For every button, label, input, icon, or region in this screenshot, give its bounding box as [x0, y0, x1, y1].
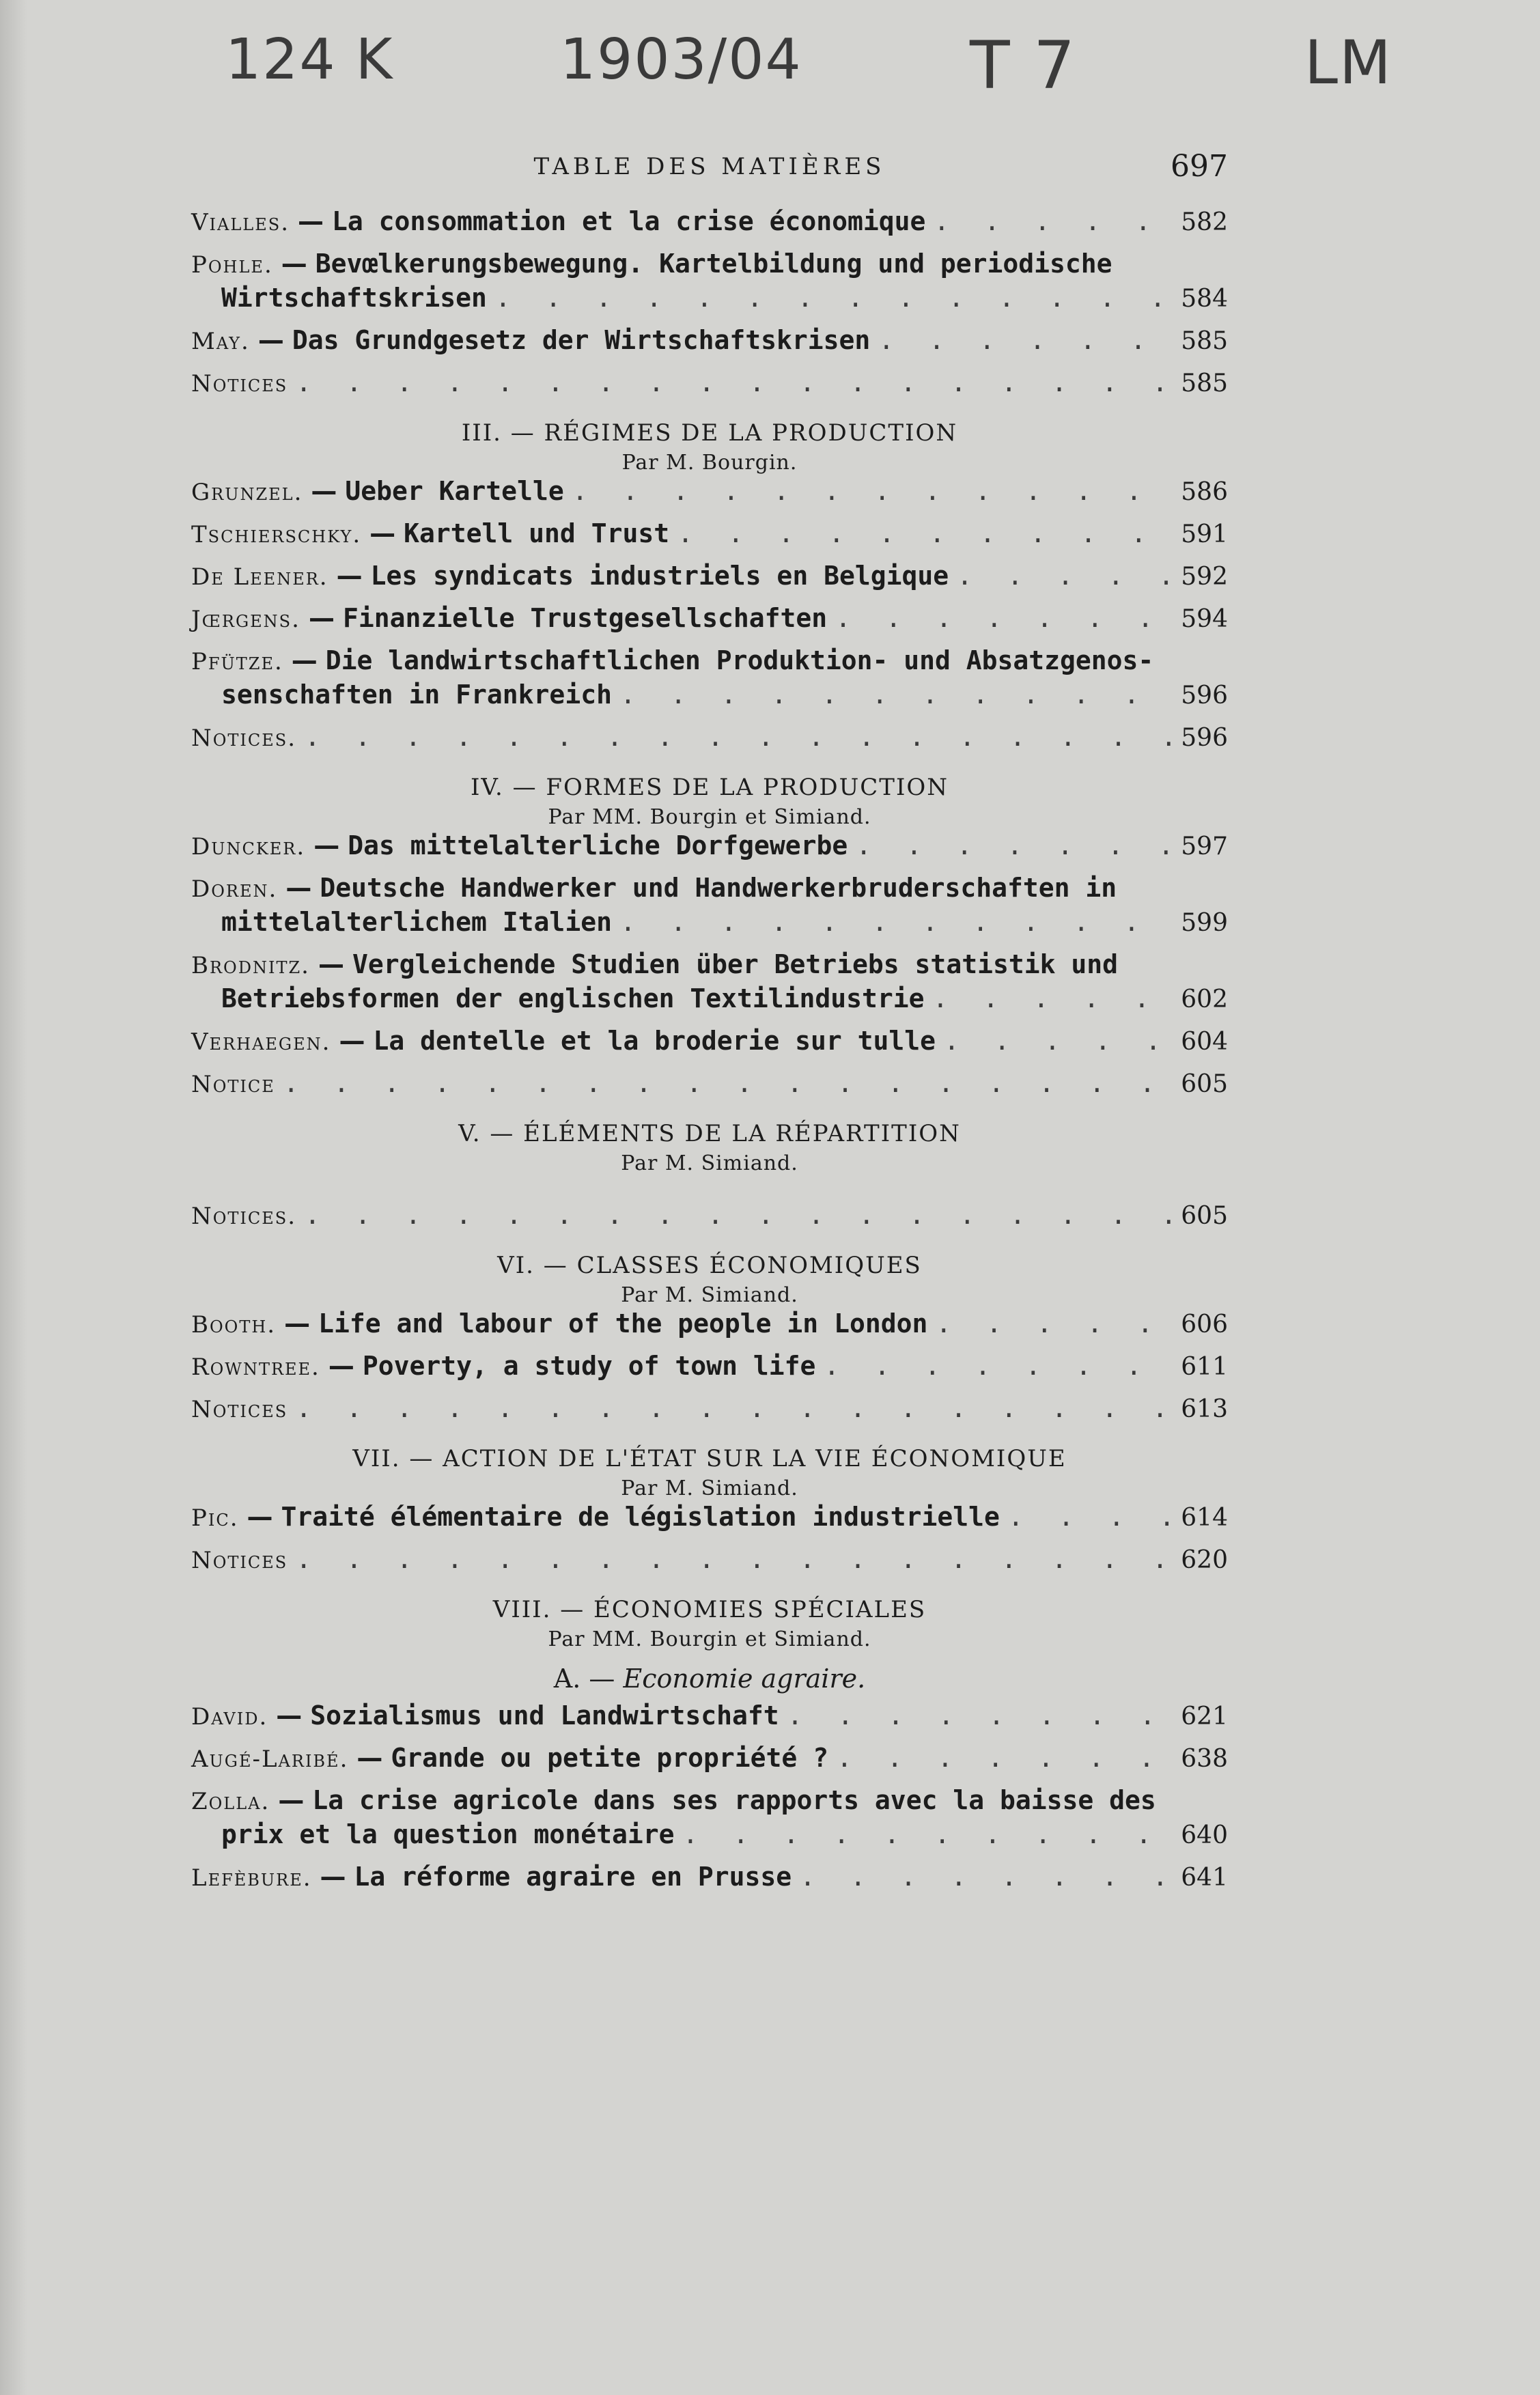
entry-title: La réforme agraire en Prusse	[354, 1862, 792, 1892]
toc-entry-line	[191, 475, 1228, 509]
toc-entry-line	[191, 982, 1228, 1016]
entry-title-continued: Wirtschaftskrisen	[221, 283, 487, 313]
toc-entry	[191, 1860, 1228, 1894]
toc-entry-line	[191, 205, 1228, 239]
entry-page-number: 586	[1181, 478, 1228, 506]
dot-leader	[1008, 1500, 1171, 1533]
entry-page-number: 585	[1181, 327, 1228, 355]
toc-entry-line	[191, 366, 1228, 400]
toc-entry	[191, 1307, 1228, 1341]
table-of-contents	[191, 205, 1228, 1903]
dot-leader	[296, 1543, 1171, 1575]
dot-leader	[856, 829, 1171, 862]
subsection-prefix: A. —	[553, 1664, 615, 1694]
toc-entry-line	[191, 1784, 1228, 1818]
entry-author: De Leener.	[191, 563, 328, 591]
entry-page-number: 602	[1181, 985, 1228, 1013]
toc-entry-line	[191, 644, 1228, 678]
entry-dash: —	[285, 873, 312, 903]
entry-dash: —	[257, 325, 284, 355]
toc-entry	[191, 1500, 1228, 1535]
section-author: Par MM. Bourgin et Simiand.	[548, 805, 871, 829]
section-author: Par M. Simiand.	[621, 1151, 798, 1175]
toc-entry	[191, 559, 1228, 593]
toc-entry	[191, 948, 1228, 1016]
entry-dash: —	[278, 1785, 305, 1815]
entry-author: Notice	[191, 1071, 275, 1098]
toc-entry	[191, 517, 1228, 551]
section-author: Par M. Simiand.	[621, 1476, 798, 1500]
toc-group	[191, 1199, 1228, 1233]
entry-title: Das Grundgesetz der Wirtschaftskrisen	[292, 325, 871, 355]
handwritten-mark: LM	[1304, 27, 1392, 98]
entry-author: Pfütze.	[191, 648, 283, 675]
toc-entry	[191, 1741, 1228, 1776]
entry-author: Doren.	[191, 876, 278, 903]
entry-page-number: 606	[1181, 1311, 1228, 1339]
entry-page-number: 599	[1181, 909, 1228, 937]
entry-page-number: 638	[1181, 1745, 1228, 1773]
dot-leader	[933, 982, 1171, 1015]
entry-title: Traité élémentaire de législation industrielle	[281, 1502, 1000, 1532]
entry-dash: —	[281, 249, 307, 279]
toc-entry	[191, 1024, 1228, 1059]
toc-entry-line	[191, 602, 1228, 636]
toc-entry-line	[191, 906, 1228, 940]
entry-title: La crise agricole dans ses rapports avec la baisse des	[312, 1785, 1156, 1815]
entry-page-number: 594	[1181, 605, 1228, 633]
toc-entry-line	[191, 871, 1228, 906]
entry-page-number: 620	[1181, 1546, 1228, 1574]
toc-entry-line	[191, 1024, 1228, 1059]
toc-entry-line	[191, 1067, 1228, 1101]
toc-entry-line	[191, 1349, 1228, 1384]
entry-page-number: 584	[1181, 285, 1228, 313]
toc-entry-line	[191, 1307, 1228, 1341]
entry-title: Deutsche Handwerker und Handwerkerbruderschaften in	[320, 873, 1117, 903]
section-title: VIII. — ÉCONOMIES SPÉCIALES	[492, 1596, 927, 1623]
entry-dash: —	[313, 830, 340, 860]
toc-entry-line	[191, 1543, 1228, 1577]
toc-entry-line	[191, 1199, 1228, 1233]
entry-title: Das mittelalterliche Dorfgewerbe	[348, 830, 848, 860]
toc-entry	[191, 871, 1228, 940]
entry-title: Sozialismus und Landwirtschaft	[310, 1700, 779, 1731]
entry-author: Notices.	[191, 1203, 297, 1230]
dot-leader	[878, 324, 1171, 356]
toc-entry-line	[191, 720, 1228, 755]
toc-entry	[191, 324, 1228, 358]
toc-entry	[191, 1392, 1228, 1426]
entry-title: Life and labour of the people in London	[318, 1308, 928, 1339]
entry-dash: —	[308, 603, 335, 633]
toc-entry-line	[191, 1818, 1228, 1852]
toc-entry	[191, 475, 1228, 509]
toc-entry	[191, 366, 1228, 400]
section-heading	[191, 774, 1228, 829]
dot-leader	[296, 366, 1171, 399]
entry-dash: —	[247, 1502, 273, 1532]
entry-page-number: 596	[1181, 724, 1228, 752]
entry-dash: —	[369, 518, 396, 548]
entry-page-number: 640	[1181, 1821, 1228, 1849]
entry-title: La consommation et la crise économique	[332, 206, 926, 236]
toc-entry-line	[191, 517, 1228, 551]
entry-page-number: 604	[1181, 1028, 1228, 1056]
entry-page-number: 641	[1181, 1864, 1228, 1892]
section-heading	[191, 1252, 1228, 1307]
entry-author: Vialles.	[191, 209, 290, 236]
section-heading	[191, 419, 1228, 475]
entry-dash: —	[336, 561, 363, 591]
entry-title: Kartell und Trust	[404, 518, 670, 548]
dot-leader	[305, 1199, 1171, 1231]
section-heading	[191, 1445, 1228, 1500]
toc-group	[191, 205, 1228, 400]
entry-author: Lefèbure.	[191, 1864, 312, 1892]
entry-title-continued: senschaften in Frankreich	[221, 680, 612, 710]
toc-entry	[191, 1699, 1228, 1733]
entry-page-number: 605	[1181, 1202, 1228, 1230]
running-head	[191, 149, 1228, 187]
toc-entry-line	[191, 678, 1228, 712]
section-title: V. — ÉLÉMENTS DE LA RÉPARTITION	[458, 1120, 961, 1147]
toc-entry-line	[191, 559, 1228, 593]
entry-author: Duncker.	[191, 833, 306, 860]
section-author: Par MM. Bourgin et Simiand.	[548, 1627, 871, 1651]
dot-leader	[283, 1067, 1171, 1100]
entry-author: Verhaegen.	[191, 1028, 331, 1056]
toc-entry-line	[191, 1741, 1228, 1776]
entry-title: Poverty, a study of town life	[362, 1351, 816, 1381]
toc-entry-line	[191, 1699, 1228, 1733]
page-edge-shadow	[0, 0, 27, 2395]
toc-entry-line	[191, 1392, 1228, 1426]
toc-entry	[191, 1543, 1228, 1577]
dot-leader	[682, 1818, 1171, 1851]
entry-dash: —	[356, 1743, 383, 1773]
toc-group	[191, 475, 1228, 755]
section-author: Par M. Simiand.	[621, 1283, 798, 1307]
toc-entry	[191, 205, 1228, 239]
dot-leader	[677, 517, 1171, 550]
entry-page-number: 597	[1181, 832, 1228, 860]
section-title: IV. — FORMES DE LA PRODUCTION	[470, 774, 949, 801]
section-title: III. — RÉGIMES DE LA PRODUCTION	[461, 419, 958, 447]
dot-leader	[787, 1699, 1171, 1732]
dot-leader	[495, 281, 1171, 314]
entry-title: La dentelle et la broderie sur tulle	[373, 1026, 936, 1056]
entry-author: Notices	[191, 1396, 288, 1423]
toc-entry	[191, 644, 1228, 712]
entry-author: Booth.	[191, 1311, 277, 1339]
toc-entry	[191, 829, 1228, 863]
entry-page-number: 591	[1181, 520, 1228, 548]
section-heading	[191, 1596, 1228, 1651]
dot-leader	[305, 720, 1171, 753]
entry-page-number: 611	[1181, 1353, 1228, 1381]
toc-entry-line	[191, 948, 1228, 982]
section-title: VI. — CLASSES ÉCONOMIQUES	[497, 1252, 922, 1279]
entry-page-number: 592	[1181, 563, 1228, 591]
toc-entry	[191, 720, 1228, 755]
toc-group	[191, 1699, 1228, 1894]
entry-title-continued: mittelalterlichem Italien	[221, 907, 612, 937]
entry-dash: —	[328, 1351, 354, 1381]
entry-title: Finanzielle Trustgesellschaften	[342, 603, 828, 633]
subsection-heading	[191, 1664, 1228, 1694]
entry-author: David.	[191, 1703, 268, 1731]
toc-entry-line	[191, 1860, 1228, 1894]
entry-dash: —	[320, 1862, 346, 1892]
entry-page-number: 614	[1181, 1504, 1228, 1532]
dot-leader	[296, 1392, 1171, 1425]
entry-dash: —	[298, 206, 324, 236]
entry-page-number: 596	[1181, 682, 1228, 710]
dot-leader	[620, 678, 1171, 711]
entry-author: Pohle.	[191, 251, 273, 279]
toc-entry-line	[191, 324, 1228, 358]
entry-title-continued: prix et la question monétaire	[221, 1819, 675, 1849]
dot-leader	[944, 1024, 1171, 1057]
toc-entry	[191, 1199, 1228, 1233]
toc-entry-line	[191, 829, 1228, 863]
entry-dash: —	[276, 1700, 303, 1731]
entry-author: Brodnitz.	[191, 952, 310, 979]
entry-title: Die landwirtschaftlichen Produktion- und Absatzgenos-	[325, 645, 1154, 675]
dot-leader	[572, 475, 1171, 507]
dot-leader	[835, 602, 1171, 634]
entry-author: Zolla.	[191, 1788, 270, 1815]
dot-leader	[620, 906, 1171, 938]
toc-entry	[191, 1349, 1228, 1384]
section-heading	[191, 1120, 1228, 1175]
entry-page-number: 621	[1181, 1703, 1228, 1731]
subsection-title: Economie agraire.	[623, 1664, 866, 1694]
page-number: 697	[1171, 149, 1228, 184]
dot-leader	[936, 1307, 1171, 1340]
handwritten-mark: 124 K	[225, 27, 394, 92]
entry-page-number: 613	[1181, 1395, 1228, 1423]
entry-dash: —	[339, 1026, 365, 1056]
entry-title: Grande ou petite propriété ?	[391, 1743, 828, 1773]
entry-title-continued: Betriebsformen der englischen Textilindustrie	[221, 983, 925, 1013]
entry-author: Jœrgens.	[191, 606, 300, 633]
entry-author: Notices	[191, 1547, 288, 1574]
dot-leader	[957, 559, 1171, 592]
dot-leader	[934, 205, 1171, 238]
dot-leader	[837, 1741, 1171, 1774]
entry-author: Tschierschky.	[191, 521, 362, 548]
handwritten-mark: 1903/04	[560, 27, 802, 92]
entry-title: Les syndicats industriels en Belgique	[370, 561, 949, 591]
entry-author: Notices.	[191, 725, 297, 752]
section-title: VII. — ACTION DE L'ÉTAT SUR LA VIE ÉCONOMIQUE	[352, 1445, 1067, 1472]
toc-entry-line	[191, 281, 1228, 316]
entry-title: Ueber Kartelle	[345, 476, 564, 506]
entry-author: Notices	[191, 370, 288, 397]
entry-author: Augé-Laribé.	[191, 1746, 349, 1773]
section-author: Par M. Bourgin.	[621, 451, 798, 475]
entry-author: May.	[191, 328, 250, 355]
dot-leader	[800, 1860, 1171, 1893]
entry-page-number: 582	[1181, 208, 1228, 236]
entry-dash: —	[291, 645, 318, 675]
toc-entry	[191, 602, 1228, 636]
entry-page-number: 605	[1181, 1070, 1228, 1098]
entry-author: Grunzel.	[191, 479, 303, 506]
toc-group	[191, 1500, 1228, 1577]
toc-group	[191, 1307, 1228, 1426]
toc-entry-line	[191, 247, 1228, 281]
toc-entry-line	[191, 1500, 1228, 1535]
toc-entry	[191, 1067, 1228, 1101]
entry-title: Vergleichende Studien über Betriebs statistik und	[352, 949, 1118, 979]
entry-dash: —	[318, 949, 344, 979]
toc-group	[191, 829, 1228, 1101]
handwritten-mark: T 7	[970, 27, 1077, 104]
running-head-title: TABLE DES MATIÈRES	[533, 153, 886, 180]
entry-author: Rowntree.	[191, 1354, 320, 1381]
toc-entry	[191, 1784, 1228, 1852]
dot-leader	[824, 1349, 1171, 1382]
entry-dash: —	[311, 476, 337, 506]
entry-page-number: 585	[1181, 369, 1228, 397]
entry-title: Bevœlkerungsbewegung. Kartelbildung und periodische	[315, 249, 1112, 279]
entry-dash: —	[284, 1308, 311, 1339]
entry-author: Pic.	[191, 1504, 239, 1532]
toc-entry	[191, 247, 1228, 316]
